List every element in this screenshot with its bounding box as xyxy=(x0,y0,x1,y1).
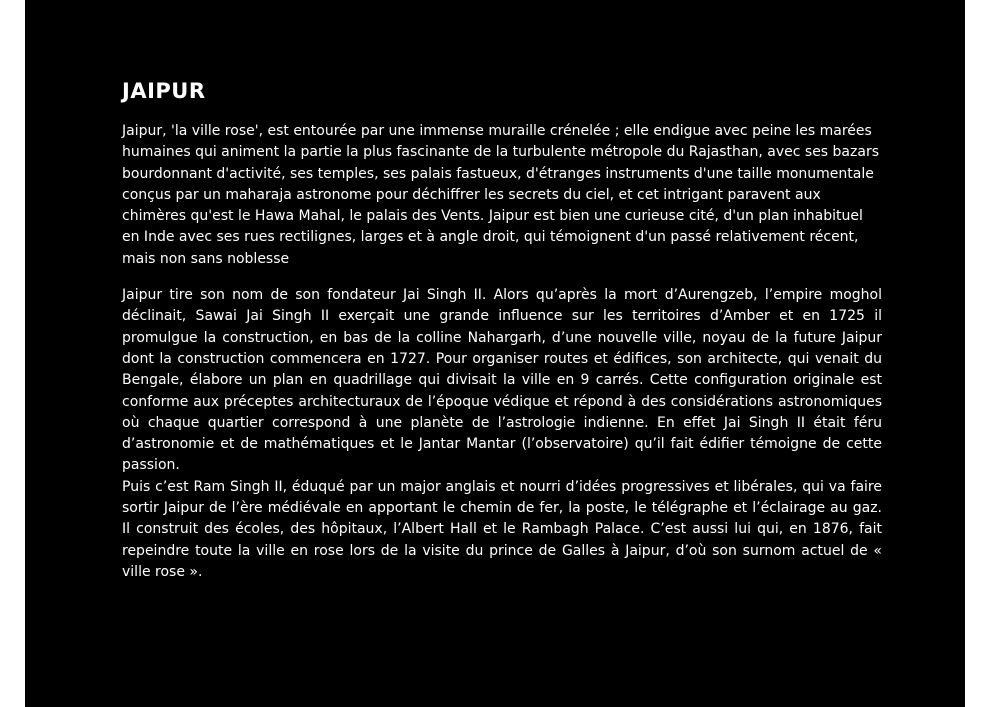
slide-page xyxy=(25,0,965,707)
paragraph-history: Jaipur tire son nom de son fondateur Jai Singh II. Alors qu’après la mort d’Aurengzeb, l’empire moghol déclinait, Sawai Jai Singh II exerçait une grande influence sur les territoires d’Amber et en 1725 il promulgue la construction, en bas de la colline Nahargarh, d’une nouvelle ville, noyau de la future Jaipur dont la construction commencera en 1727. Pour organiser routes et édifices, son architecte, qui venait du Bengale, élabore un plan en quadrillage qui divisait la ville en 9 carrés. Cette configuration originale est conforme aux préceptes architecturaux de l’époque védique et répond à des considérations astronomiques où chaque quartier correspond à une planète de l’astrologie indienne. En effet Jai Singh II était féru d’astronomie et de mathématiques et le Jantar Mantar (l’observatoire) qu’il fait édifier témoigne de cette passion. xyxy=(122,287,882,474)
document-body xyxy=(122,121,882,583)
page-title: JAIPUR xyxy=(122,79,206,103)
paragraph-spacer xyxy=(122,270,882,285)
paragraph-intro: Jaipur, 'la ville rose', est entourée par une immense muraille crénelée ; elle endigue avec peine les marées humaines qui animent la partie la plus fascinante de la turbulente métropole du Rajasthan, avec ses bazars bourdonnant d'activité, ses temples, ses palais fastueux, d'étranges instruments d'une taille monumentale conçus par un maharaja astronome pour déchiffrer les secrets du ciel, et cet intrigant paravent aux chimères qu'est le Hawa Mahal, le palais des Vents. Jaipur est bien une curieuse cité, d'un plan inhabituel en Inde avec ses rues rectilignes, larges et à angle droit, qui témoignent d'un passé relativement récent, mais non sans noblesse xyxy=(122,123,879,267)
paragraph-ram-singh: Puis c’est Ram Singh II, éduqué par un major anglais et nourri d’idées progressives et libérales, qui va faire sortir Jaipur de l’ère médiévale en apportant le chemin de fer, la poste, le télégraphe et l’éclairage au gaz. Il construit des écoles, des hôpitaux, l’Albert Hall et le Rambagh Palace. C’est aussi lui qui, en 1876, fait repeindre toute la ville en rose lors de la visite du prince de Galles à Jaipur, d’où son surnom actuel de « ville rose ». xyxy=(122,478,882,580)
